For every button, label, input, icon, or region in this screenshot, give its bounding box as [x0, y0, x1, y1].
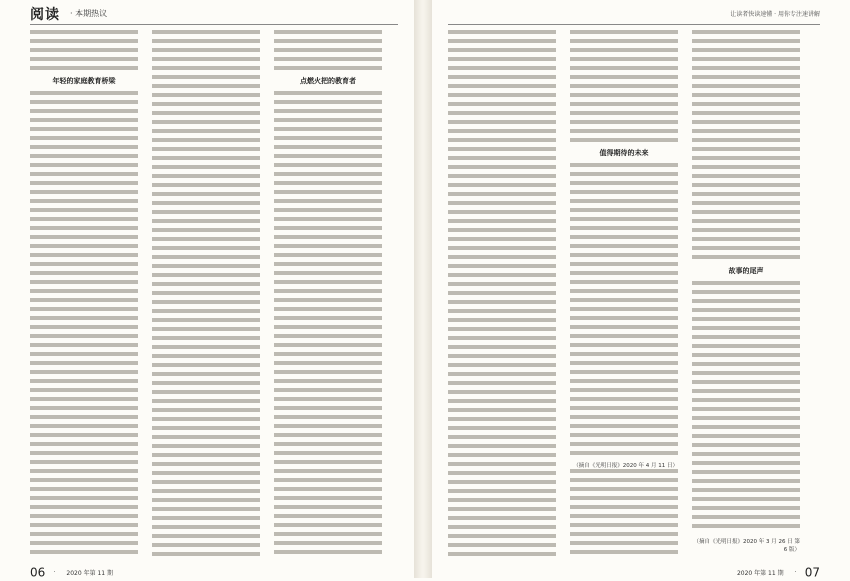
- footer-separator: ·: [794, 569, 797, 576]
- header-rule: [448, 24, 820, 25]
- paragraph-block: [570, 163, 678, 457]
- paragraph-block: [30, 91, 138, 554]
- paragraph-block: [274, 91, 382, 554]
- paragraph-block: [448, 30, 556, 556]
- page-number: 06: [30, 565, 46, 580]
- subhead-torch-educator: 点燃火把的教育者: [300, 77, 356, 85]
- paragraph-block: [570, 30, 678, 142]
- footer-separator: ·: [53, 569, 56, 576]
- page-tagline: 让读者快读速懂 · 用你专注速讲解: [730, 11, 820, 18]
- page-header: [30, 4, 398, 22]
- text-column-4: [448, 30, 556, 556]
- paragraph-block: [30, 30, 138, 70]
- source-byline: （摘自《光明日报》2020 年 4 月 11 日）: [573, 463, 678, 469]
- source-byline: （摘自《光明日报》2020 年 3 月 26 日 第 6 版）: [693, 539, 800, 553]
- left-page: [0, 0, 414, 578]
- page-header: [448, 4, 820, 22]
- text-column-6: [692, 30, 800, 556]
- page-number: 07: [804, 565, 820, 580]
- paragraph-block: [692, 281, 800, 533]
- page-footer: [734, 562, 820, 580]
- text-column-2: [152, 30, 260, 556]
- section-label: · 本期热议: [70, 9, 108, 18]
- text-column-5: [570, 30, 678, 556]
- paragraph-block: [152, 30, 260, 556]
- page-footer: [30, 562, 116, 580]
- spine-gutter: [414, 0, 432, 578]
- header-rule: [30, 24, 398, 25]
- subhead-future: 值得期待的未来: [599, 149, 649, 157]
- magazine-logo: 阅读: [30, 7, 60, 23]
- issue-label: 2020 年第 11 期: [66, 570, 114, 577]
- issue-label: 2020 年第 11 期: [736, 570, 784, 577]
- text-column-3: [274, 30, 382, 556]
- paragraph-block: [570, 469, 678, 555]
- subhead-young-bridge: 年轻的家庭教育桥梁: [52, 77, 116, 85]
- paragraph-block: [274, 30, 382, 70]
- subhead-ending: 故事的尾声: [728, 267, 764, 275]
- right-page: [432, 0, 850, 578]
- text-column-1: [30, 30, 138, 556]
- paragraph-block: [692, 30, 800, 260]
